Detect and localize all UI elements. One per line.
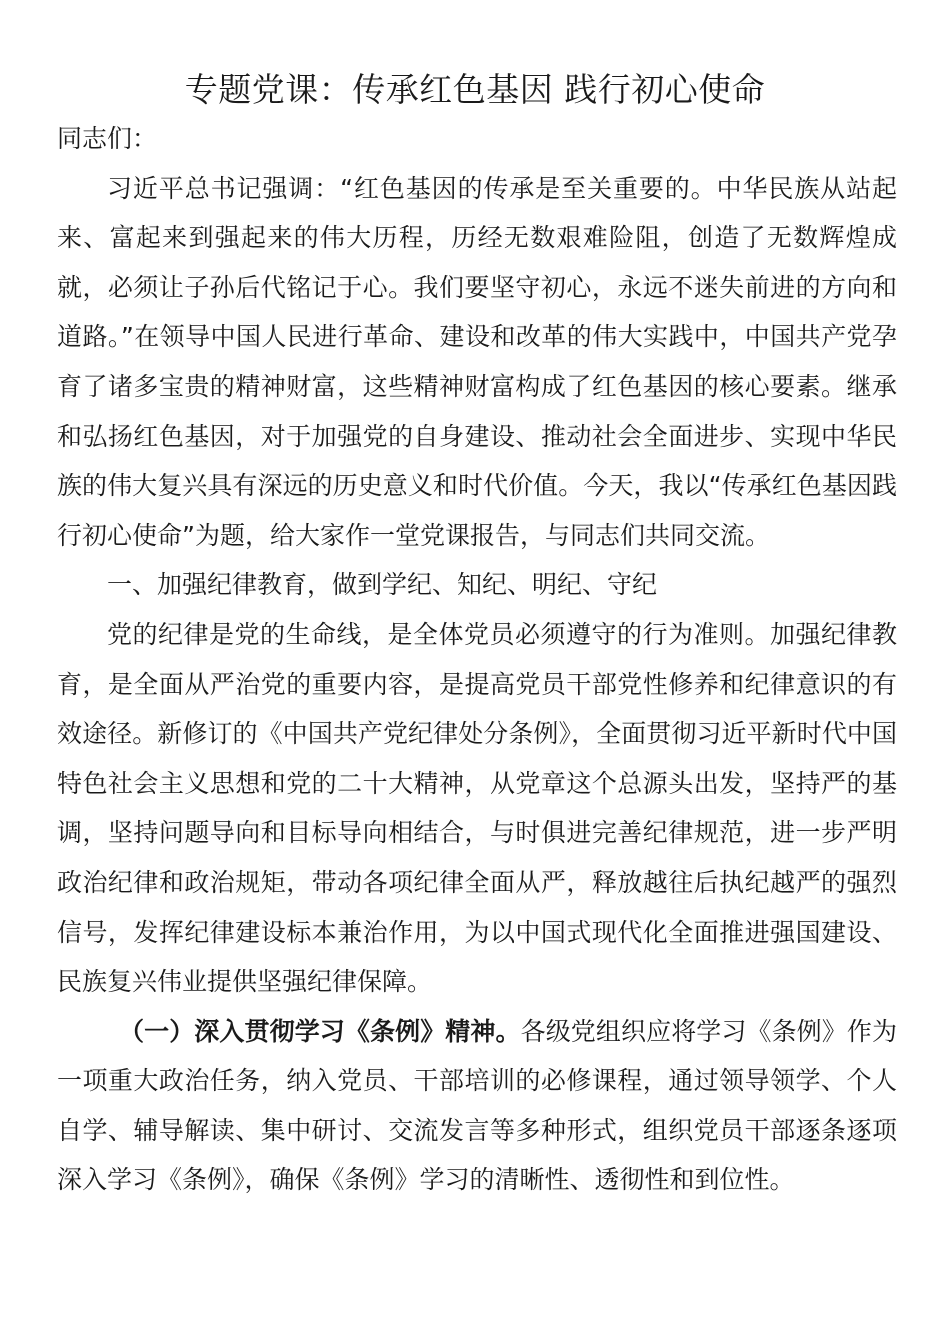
- document-title: 专题党课：传承红色基因 践行初心使命: [184, 70, 766, 109]
- section-heading-1: 一、加强纪律教育，做到学纪、知纪、明纪、守纪: [107, 570, 658, 600]
- subsection-1-text: 各级党组织应将学习《条例》作为一项重大政治任务，纳入党员、干部培训的必修课程，通过领导领学、个人自学、辅导解读、集中研讨、交流发言等多种形式，组织党员干部逐条逐项深入学习《条例》，确保《条例》学习的清晰性、透彻性和到位性。: [57, 1016, 897, 1195]
- document-body: [57, 114, 897, 1205]
- subsection-heading-1: （一）深入贯彻学习《条例》精神。: [119, 1016, 521, 1046]
- intro-paragraph: 习近平总书记强调：“红色基因的传承是至关重要的。中华民族从站起来、富起来到强起来的伟大历程，历经无数艰难险阻，创造了无数辉煌成就，必须让子孙后代铭记于心。我们要坚守初心，永远不迷失前进的方向和道路。”在领导中国人民进行革命、建设和改革的伟大实践中，中国共产党孕育了诸多宝贵的精神财富，这些精神财富构成了红色基因的核心要素。继承和弘扬红色基因，对于加强党的自身建设、推动社会全面进步、实现中华民族的伟大复兴具有深远的历史意义和时代价值。今天，我以“传承红色基因践行初心使命”为题，给大家作一堂党课报告，与同志们共同交流。: [57, 173, 897, 550]
- salutation: 同志们：: [57, 124, 158, 153]
- section-1-paragraph: 党的纪律是党的生命线，是全体党员必须遵守的行为准则。加强纪律教育，是全面从严治党的重要内容，是提高党员干部党性修养和纪律意识的有效途径。新修订的《中国共产党纪律处分条例》，全面贯彻习近平新时代中国特色社会主义思想和党的二十大精神，从党章这个总源头出发，坚持严的基调，坚持问题导向和目标导向相结合，与时俱进完善纪律规范，进一步严明政治纪律和政治规矩，带动各项纪律全面从严，释放越往后执纪越严的强烈信号，发挥纪律建设标本兼治作用，为以中国式现代化全面推进强国建设、民族复兴伟业提供坚强纪律保障。: [57, 619, 897, 997]
- subsection-1-paragraph: [57, 1007, 897, 1205]
